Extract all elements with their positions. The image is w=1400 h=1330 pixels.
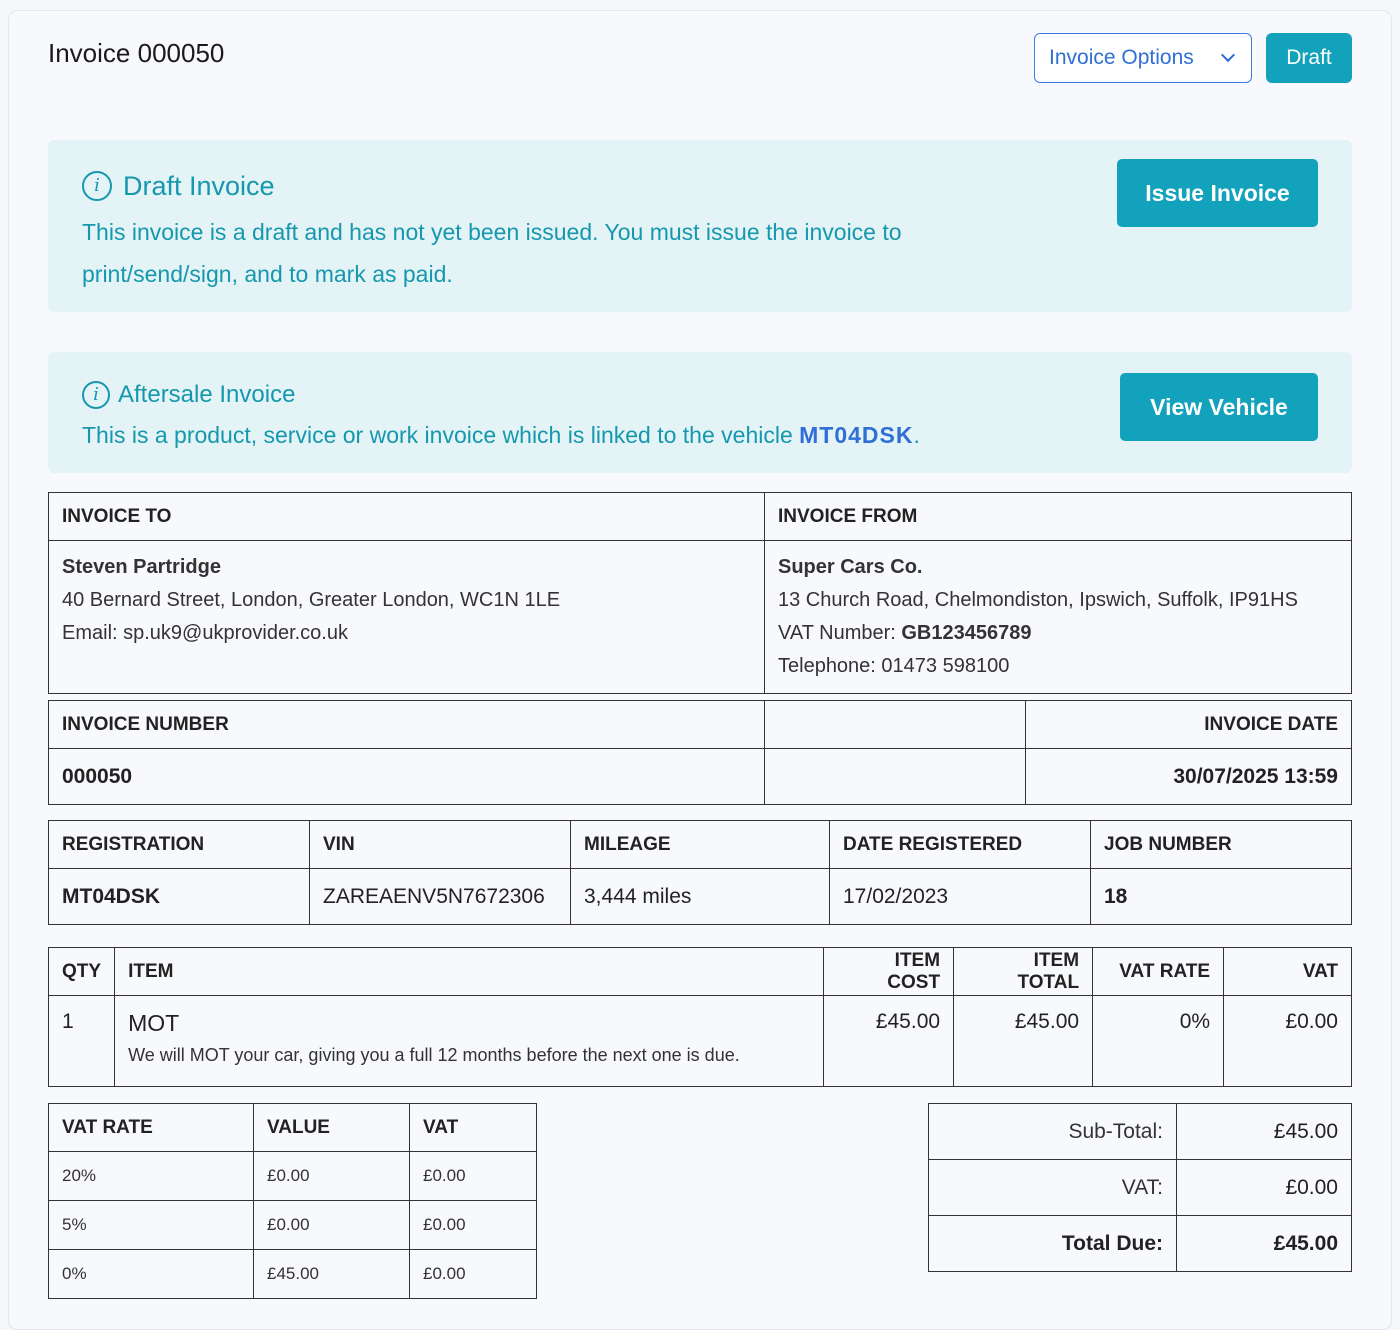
item-description: We will MOT your car, giving you a full 12 months before the next one is due. xyxy=(128,1045,740,1065)
page-title: Invoice 000050 xyxy=(48,38,225,68)
item-description-cell xyxy=(115,996,824,1087)
table-row xyxy=(49,996,1352,1087)
vat-summary-table xyxy=(48,1103,537,1299)
invoice-options-label: Invoice Options xyxy=(1049,46,1194,69)
draft-banner-text: This invoice is a draft and has not yet been issued. You must issue the invoice to print/send/sign, and to mark as paid. xyxy=(82,219,902,287)
item-name: MOT xyxy=(128,1010,180,1036)
issue-invoice-button[interactable]: Issue Invoice xyxy=(1117,159,1318,227)
aftersale-banner-text xyxy=(82,414,920,456)
phone-value: 01473 598100 xyxy=(881,655,1010,677)
vat-summary-cell: £45.00 xyxy=(254,1250,410,1299)
vehicle-link[interactable]: MT04DSK xyxy=(799,422,914,448)
aftersale-invoice-banner xyxy=(48,352,1352,473)
vat-total-value: £0.00 xyxy=(1177,1160,1352,1216)
vat-value: GB123456789 xyxy=(901,622,1032,644)
vehicle-table xyxy=(48,820,1352,925)
vin-header: VIN xyxy=(310,821,571,869)
mileage-header: MILEAGE xyxy=(571,821,830,869)
item-header: ITEM xyxy=(115,948,824,996)
invoice-to-header: INVOICE TO xyxy=(49,493,765,541)
company-address: 13 Church Road, Chelmondiston, Ipswich, Suffolk, IP91HS xyxy=(778,589,1298,611)
aftersale-banner-title: Aftersale Invoice xyxy=(118,381,296,408)
aftersale-text-end: . xyxy=(913,422,920,448)
invoice-from-header: INVOICE FROM xyxy=(765,493,1352,541)
meta-empty-cell xyxy=(765,749,1026,805)
item-vat: £0.00 xyxy=(1224,996,1352,1087)
invoice-meta-table xyxy=(48,700,1352,805)
table-row xyxy=(49,1201,537,1250)
item-cost-header: ITEM COST xyxy=(824,948,954,996)
vat-label: VAT Number: xyxy=(778,622,902,644)
totals-table xyxy=(928,1103,1352,1272)
parties-table xyxy=(48,492,1352,694)
vat-summary-cell: £0.00 xyxy=(410,1250,537,1299)
aftersale-text: This is a product, service or work invoice which is linked to the vehicle xyxy=(82,422,800,448)
vat-summary-cell: 0% xyxy=(49,1250,254,1299)
vat-summary-cell: £0.00 xyxy=(410,1201,537,1250)
invoice-number-header: INVOICE NUMBER xyxy=(49,701,765,749)
date-registered-value: 17/02/2023 xyxy=(830,869,1091,925)
registration-header: REGISTRATION xyxy=(49,821,310,869)
invoice-from-details xyxy=(765,541,1352,694)
subtotal-label: Sub-Total: xyxy=(929,1104,1177,1160)
status-badge[interactable]: Draft xyxy=(1266,33,1352,83)
phone-label: Telephone: xyxy=(778,655,882,677)
draft-invoice-banner xyxy=(48,140,1352,312)
customer-name: Steven Partridge xyxy=(62,556,221,578)
item-total: £45.00 xyxy=(954,996,1093,1087)
company-name: Super Cars Co. xyxy=(778,556,923,578)
invoice-options-dropdown[interactable] xyxy=(1034,33,1252,83)
vin-value: ZAREAENV5N7672306 xyxy=(310,869,571,925)
vat-summary-cell: £0.00 xyxy=(254,1152,410,1201)
invoice-to-details xyxy=(49,541,765,694)
info-icon: i xyxy=(82,381,110,409)
company-phone xyxy=(778,650,1338,683)
chevron-down-icon xyxy=(1221,48,1235,62)
table-row xyxy=(49,1250,537,1299)
meta-empty-header xyxy=(765,701,1026,749)
vat-summary-cell: £0.00 xyxy=(410,1152,537,1201)
email-value: sp.uk9@ukprovider.co.uk xyxy=(123,622,348,644)
registration-value: MT04DSK xyxy=(49,869,310,925)
vat-summary-value-header: VALUE xyxy=(254,1104,410,1152)
vat-summary-vat-header: VAT xyxy=(410,1104,537,1152)
item-total-header: ITEM TOTAL xyxy=(954,948,1093,996)
items-table xyxy=(48,947,1352,1087)
company-vat xyxy=(778,617,1338,650)
draft-banner-title: Draft Invoice xyxy=(123,171,275,201)
vat-total-label: VAT: xyxy=(929,1160,1177,1216)
item-qty: 1 xyxy=(49,996,115,1087)
total-due-value: £45.00 xyxy=(1177,1216,1352,1272)
vat-summary-cell: 20% xyxy=(49,1152,254,1201)
vat-summary-cell: 5% xyxy=(49,1201,254,1250)
table-row xyxy=(49,1152,537,1201)
item-cost: £45.00 xyxy=(824,996,954,1087)
job-number-value: 18 xyxy=(1091,869,1352,925)
vat-summary-cell: £0.00 xyxy=(254,1201,410,1250)
mileage-value: 3,444 miles xyxy=(571,869,830,925)
total-due-label: Total Due: xyxy=(929,1216,1177,1272)
view-vehicle-button[interactable]: View Vehicle xyxy=(1120,373,1318,441)
item-vat-rate: 0% xyxy=(1093,996,1224,1087)
customer-address: 40 Bernard Street, London, Greater London, WC1N 1LE xyxy=(62,589,561,611)
vat-header: VAT xyxy=(1224,948,1352,996)
vat-rate-header: VAT RATE xyxy=(1093,948,1224,996)
qty-header: QTY xyxy=(49,948,115,996)
date-registered-header: DATE REGISTERED xyxy=(830,821,1091,869)
vat-summary-rate-header: VAT RATE xyxy=(49,1104,254,1152)
invoice-number-value: 000050 xyxy=(49,749,765,805)
customer-email xyxy=(62,617,751,650)
invoice-date-header: INVOICE DATE xyxy=(1026,701,1352,749)
subtotal-value: £45.00 xyxy=(1177,1104,1352,1160)
info-icon: i xyxy=(82,171,112,201)
job-number-header: JOB NUMBER xyxy=(1091,821,1352,869)
email-label: Email: xyxy=(62,622,124,644)
invoice-date-value: 30/07/2025 13:59 xyxy=(1026,749,1352,805)
